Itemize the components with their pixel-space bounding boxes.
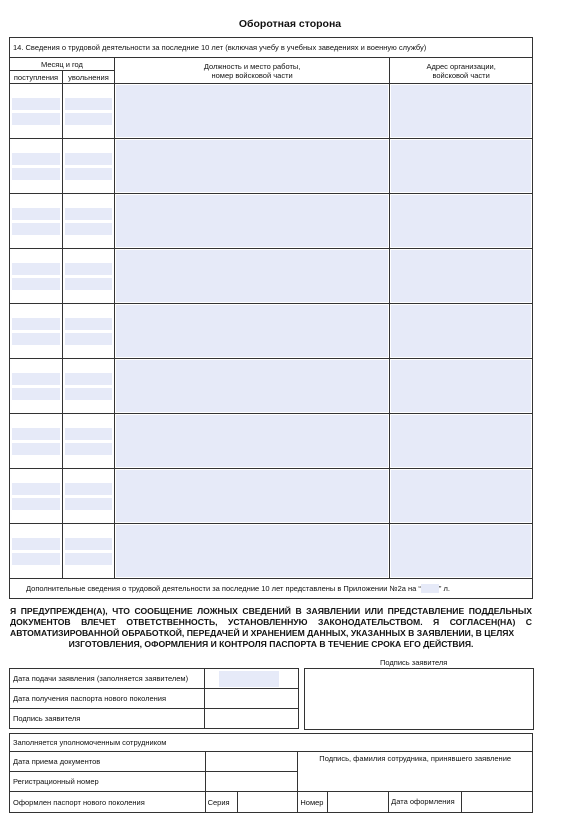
history-position-field[interactable] (116, 415, 388, 467)
history-position-cell (114, 524, 389, 579)
history-position-field[interactable] (116, 305, 388, 357)
history-address-field[interactable] (391, 415, 531, 467)
history-row (10, 304, 533, 359)
reg-number-label: Регистрационный номер (10, 772, 206, 792)
section14-footer (10, 579, 533, 599)
history-row (10, 84, 533, 139)
work-history-rows (10, 84, 533, 579)
history-end-cell (62, 194, 114, 249)
history-address-field[interactable] (391, 360, 531, 412)
warning-line1: Я ПРЕДУПРЕЖДЕН(А), ЧТО СООБЩЕНИЕ ЛОЖНЫХ СВЕДЕНИЙ В ЗАЯВЛЕНИИ ИЛИ ПРЕДСТАВЛЕНИЕ ПОДДЕЛЬНЫХ ДОКУМЕНТОВ ВЛЕЧЕТ ОТВЕТСТВЕННОСТЬ, УСТАНОВЛЕННУЮ ЗАКОНОДАТЕЛЬСТВОМ. Я СОГЛАСЕН(НА) С АВТОМАТИЗИРОВАННОЙ ОБРАБОТКОЙ, ПЕРЕДАЧЕЙ И ХРАНЕНИЕМ ДАННЫХ, УКАЗАННЫХ В ЗАЯВЛЕНИИ, В ЦЕЛЯХ (10, 606, 532, 638)
history-start-cell (10, 469, 63, 524)
history-address-field[interactable] (391, 85, 531, 137)
history-position-field[interactable] (116, 525, 388, 577)
history-end-month-field[interactable] (65, 318, 112, 330)
signature-field[interactable] (205, 709, 299, 729)
history-start-month-field[interactable] (12, 98, 60, 110)
col-position-line1: Должность и место работы, (203, 61, 301, 71)
work-history-table (9, 37, 533, 599)
history-start-cell (10, 304, 63, 359)
history-start-month-field[interactable] (12, 483, 60, 495)
history-position-field[interactable] (116, 85, 388, 137)
col-date-header: Месяц и год (10, 58, 115, 71)
official-signature-box[interactable] (298, 752, 533, 792)
history-end-year-field[interactable] (65, 333, 112, 345)
official-header: Заполняется уполномоченным сотрудником (10, 734, 533, 752)
history-start-year-field[interactable] (12, 443, 60, 455)
col-start-header: поступления (10, 71, 63, 84)
history-end-cell (62, 304, 114, 359)
history-row (10, 194, 533, 249)
history-address-cell (390, 194, 533, 249)
history-row (10, 469, 533, 524)
col-position-header (114, 58, 389, 84)
history-position-cell (114, 139, 389, 194)
history-start-year-field[interactable] (12, 113, 60, 125)
applicant-table (9, 668, 299, 729)
date-submitted-label: Дата подачи заявления (заполняется заявителем) (10, 669, 205, 689)
history-start-cell (10, 524, 63, 579)
history-position-cell (114, 414, 389, 469)
history-end-cell (62, 469, 114, 524)
history-end-month-field[interactable] (65, 538, 112, 550)
history-end-month-field[interactable] (65, 373, 112, 385)
history-end-year-field[interactable] (65, 443, 112, 455)
col-position-line2: номер войсковой части (211, 70, 293, 80)
history-end-year-field[interactable] (65, 498, 112, 510)
history-end-month-field[interactable] (65, 263, 112, 275)
history-start-cell (10, 139, 63, 194)
appendix-pages-field[interactable] (421, 584, 439, 593)
history-address-cell (390, 304, 533, 359)
history-end-year-field[interactable] (65, 168, 112, 180)
history-position-field[interactable] (116, 195, 388, 247)
col-address-header (390, 58, 533, 84)
history-end-cell (62, 139, 114, 194)
history-position-field[interactable] (116, 360, 388, 412)
history-start-cell (10, 249, 63, 304)
applicant-signature-caption: Подпись заявителя (380, 658, 448, 667)
history-end-cell (62, 414, 114, 469)
history-address-field[interactable] (391, 140, 531, 192)
col-address-line2: войсковой части (432, 70, 490, 80)
section14-header: 14. Сведения о трудовой деятельности за последние 10 лет (включая учебу в учебных заведениях и военную службу) (10, 38, 533, 58)
date-submitted-cell (205, 669, 299, 689)
history-start-year-field[interactable] (12, 333, 60, 345)
history-start-year-field[interactable] (12, 553, 60, 565)
history-address-cell (390, 249, 533, 304)
history-address-cell (390, 469, 533, 524)
history-start-month-field[interactable] (12, 318, 60, 330)
history-address-cell (390, 524, 533, 579)
history-start-month-field[interactable] (12, 373, 60, 385)
series-label: Серия (205, 792, 237, 813)
history-position-cell (114, 84, 389, 139)
history-end-cell (62, 249, 114, 304)
history-end-cell (62, 524, 114, 579)
history-end-year-field[interactable] (65, 113, 112, 125)
issued-label: Оформлен паспорт нового поколения (10, 792, 206, 813)
history-end-month-field[interactable] (65, 208, 112, 220)
history-end-cell (62, 84, 114, 139)
history-position-cell (114, 359, 389, 414)
history-end-month-field[interactable] (65, 153, 112, 165)
history-row (10, 249, 533, 304)
col-end-header: увольнения (62, 71, 114, 84)
official-signature-caption: Подпись, фамилия сотрудника, принявшего заявление (319, 754, 512, 763)
col-address-line1: Адрес организации, (426, 61, 496, 71)
number-field[interactable] (328, 792, 389, 813)
history-address-field[interactable] (391, 195, 531, 247)
applicant-signature-box[interactable] (304, 668, 534, 730)
issue-date-label: Дата оформления (389, 792, 462, 812)
date-accepted-label: Дата приема документов (10, 752, 206, 772)
history-start-month-field[interactable] (12, 153, 60, 165)
history-position-field[interactable] (116, 140, 388, 192)
history-position-cell (114, 469, 389, 524)
history-address-field[interactable] (391, 525, 531, 577)
history-position-cell (114, 304, 389, 359)
history-end-month-field[interactable] (65, 483, 112, 495)
history-start-month-field[interactable] (12, 263, 60, 275)
history-address-field[interactable] (391, 470, 531, 522)
history-start-month-field[interactable] (12, 538, 60, 550)
history-start-year-field[interactable] (12, 223, 60, 235)
history-address-field[interactable] (391, 305, 531, 357)
history-address-field[interactable] (391, 250, 531, 302)
history-end-month-field[interactable] (65, 98, 112, 110)
reg-number-field[interactable] (205, 772, 298, 792)
history-position-cell (114, 249, 389, 304)
history-start-cell (10, 414, 63, 469)
date-submitted-field[interactable] (219, 671, 279, 687)
history-end-year-field[interactable] (65, 553, 112, 565)
warning-text (10, 606, 532, 650)
date-received-field[interactable] (205, 689, 299, 709)
history-start-month-field[interactable] (12, 208, 60, 220)
page-title: Оборотная сторона (238, 18, 342, 30)
series-field[interactable] (237, 792, 298, 813)
history-address-cell (390, 359, 533, 414)
warning-line2: ИЗГОТОВЛЕНИЯ, ОФОРМЛЕНИЯ И КОНТРОЛЯ ПАСПОРТА В ТЕЧЕНИЕ СРОКА ЕГО ДЕЙСТВИЯ. (68, 639, 474, 649)
history-start-year-field[interactable] (12, 168, 60, 180)
history-position-cell (114, 194, 389, 249)
history-position-field[interactable] (116, 470, 388, 522)
history-row (10, 524, 533, 579)
history-start-year-field[interactable] (12, 388, 60, 400)
footer-text: Дополнительные сведения о трудовой деятельности за последние 10 лет представлены в Приложении №2а на “ (26, 583, 421, 593)
official-table (9, 733, 533, 813)
history-row (10, 414, 533, 469)
date-accepted-field[interactable] (205, 752, 298, 772)
history-row (10, 359, 533, 414)
signature-label: Подпись заявителя (10, 709, 205, 729)
history-start-year-field[interactable] (12, 498, 60, 510)
history-end-year-field[interactable] (65, 388, 112, 400)
history-position-field[interactable] (116, 250, 388, 302)
history-end-year-field[interactable] (65, 278, 112, 290)
history-address-cell (390, 139, 533, 194)
history-start-cell (10, 359, 63, 414)
date-received-label: Дата получения паспорта нового поколения (10, 689, 205, 709)
history-start-month-field[interactable] (12, 428, 60, 440)
history-start-cell (10, 194, 63, 249)
history-end-cell (62, 359, 114, 414)
history-end-year-field[interactable] (65, 223, 112, 235)
history-row (10, 139, 533, 194)
number-label: Номер (298, 792, 328, 813)
history-start-cell (10, 84, 63, 139)
history-address-cell (390, 414, 533, 469)
history-address-cell (390, 84, 533, 139)
history-start-year-field[interactable] (12, 278, 60, 290)
history-end-month-field[interactable] (65, 428, 112, 440)
footer-suffix: ” л. (438, 583, 450, 593)
issue-date-cell (389, 792, 533, 813)
